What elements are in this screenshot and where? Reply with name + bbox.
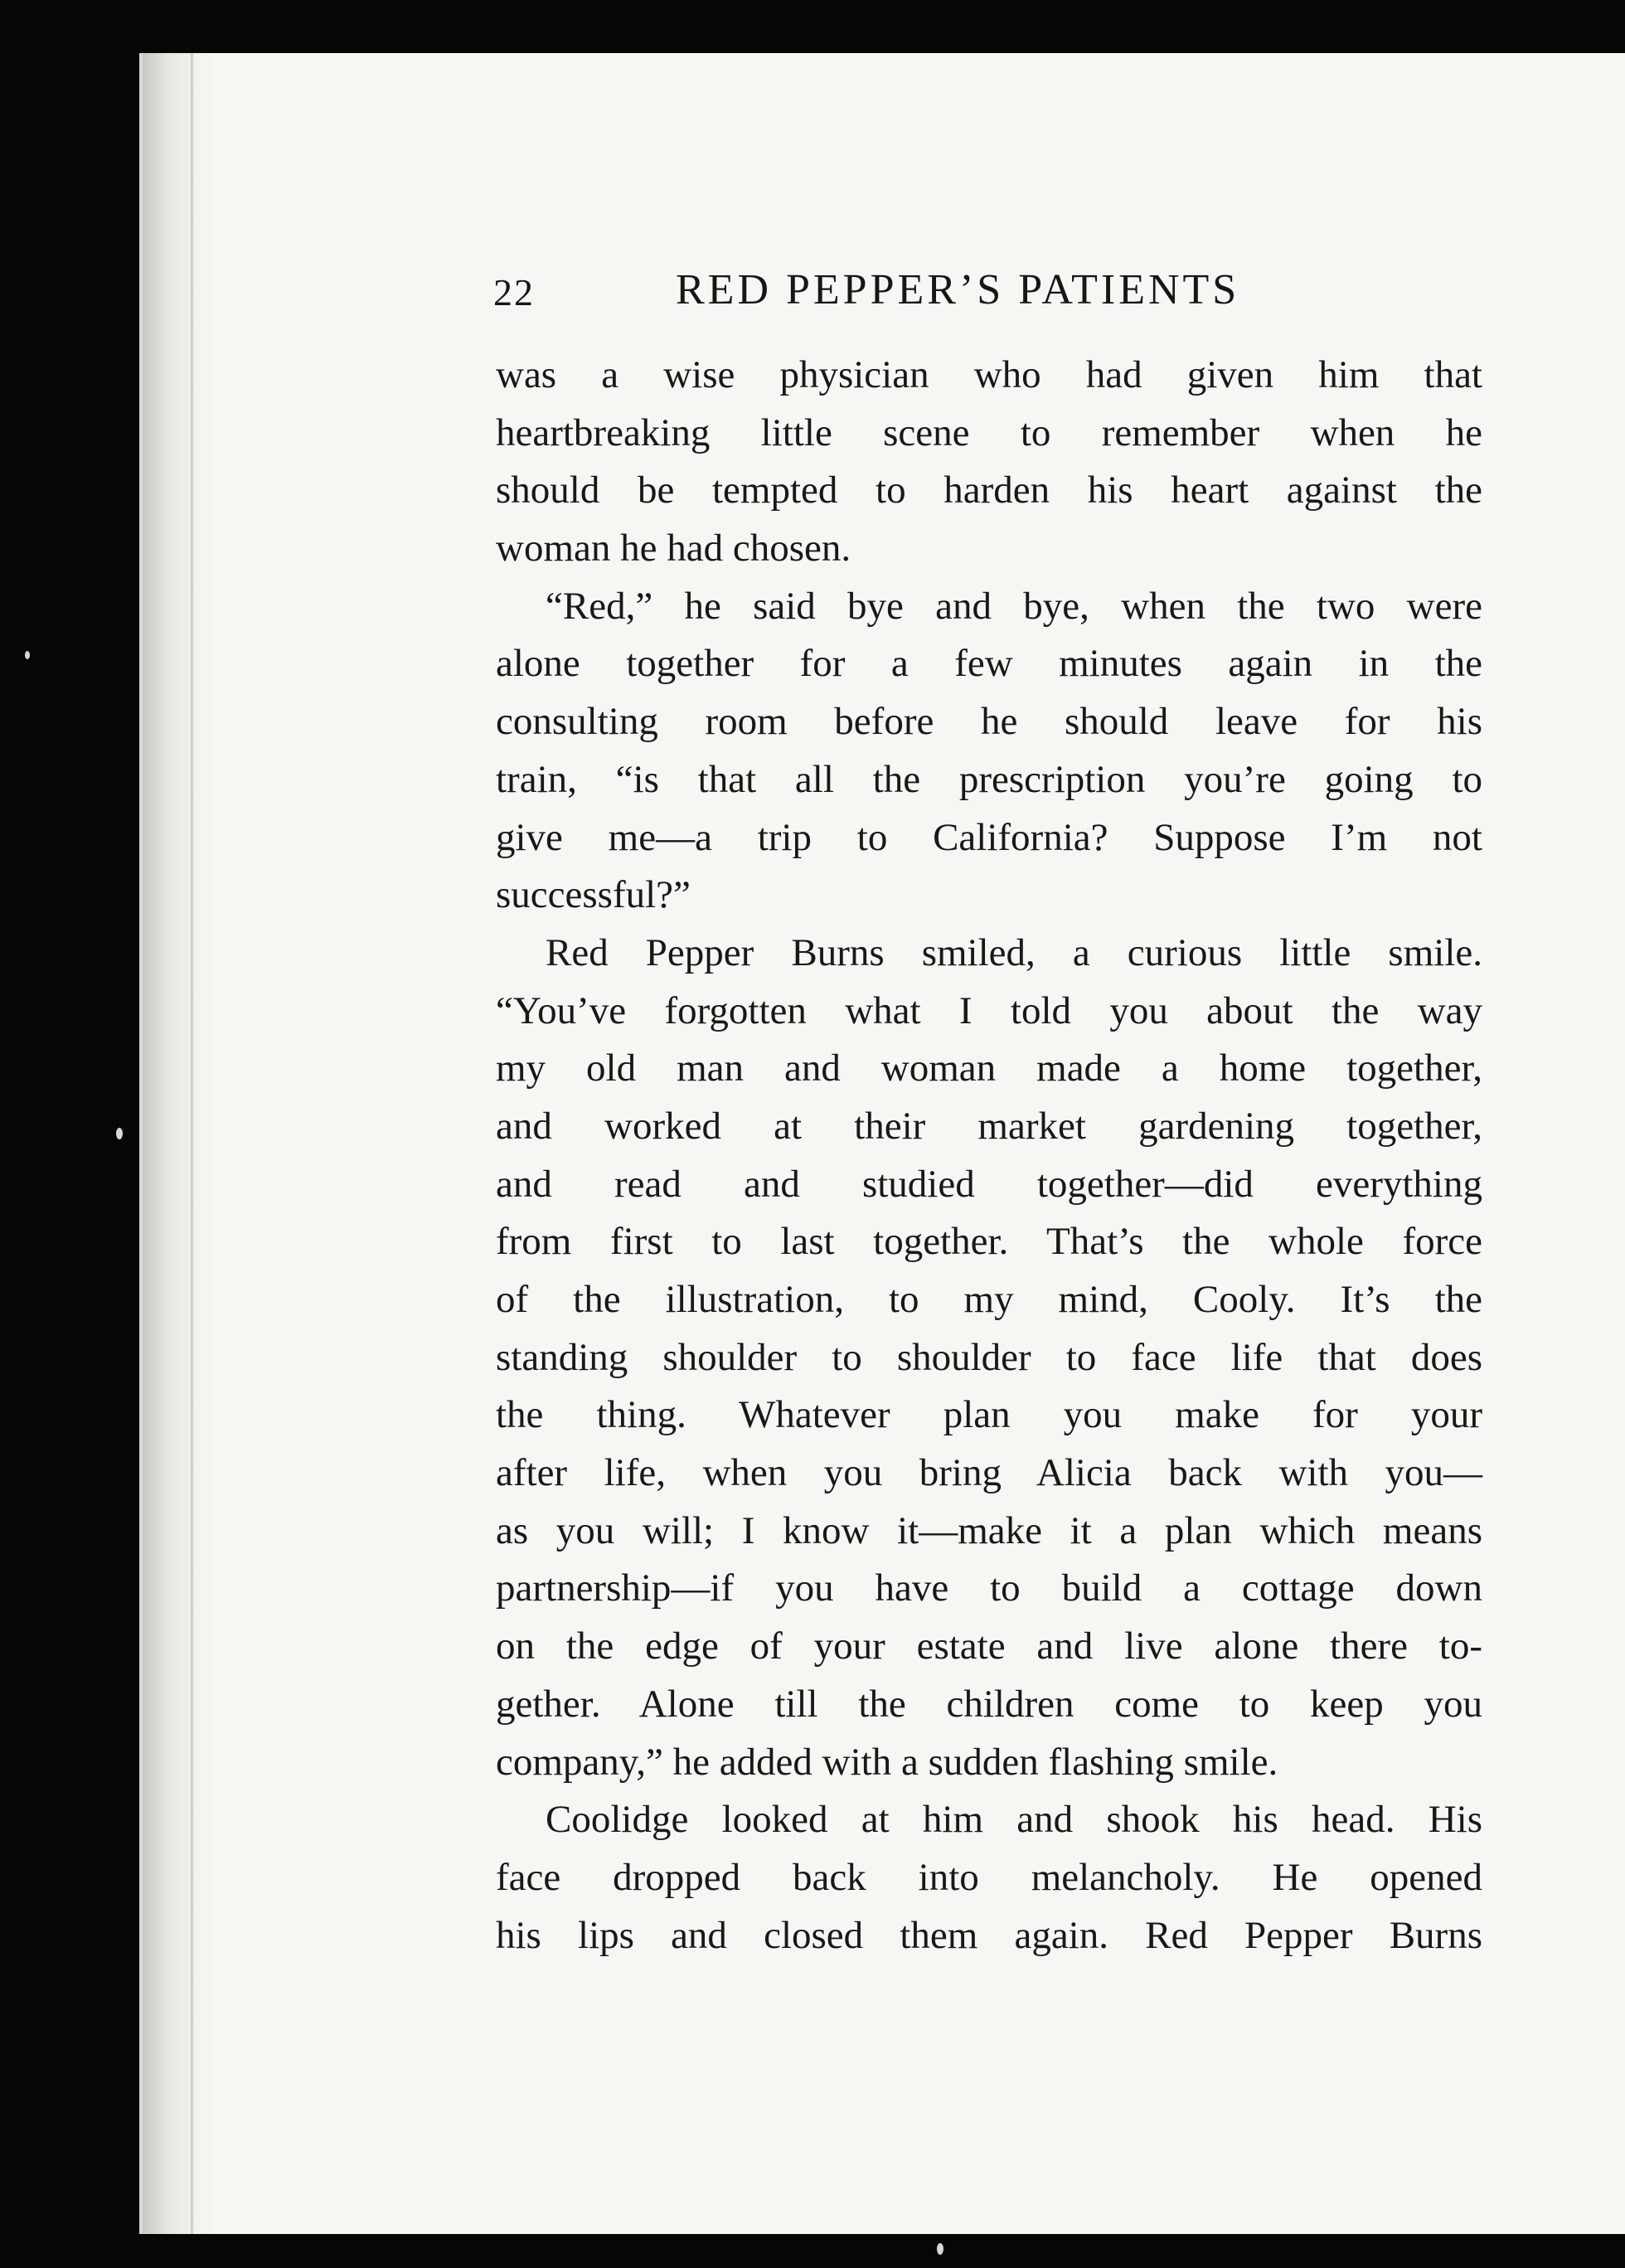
page-number: 22 <box>493 271 535 313</box>
text-line: of the illustration, to my mind, Cooly. It’s the <box>496 1278 1482 1321</box>
text-line: gether. Alone till the children come to keep you <box>496 1682 1482 1726</box>
text-line: partnership—if you have to build a cottage down <box>496 1566 1482 1610</box>
text-line: consulting room before he should leave for his <box>496 700 1482 744</box>
text-line: on the edge of your estate and live alone there to- <box>496 1625 1482 1668</box>
text-line: face dropped back into melancholy. He opened <box>496 1855 1482 1899</box>
text-line: after life, when you bring Alicia back with you— <box>496 1451 1482 1495</box>
body-text <box>496 347 1482 1964</box>
text-line: from first to last together. That’s the whole force <box>496 1220 1482 1264</box>
text-line: heartbreaking little scene to remember when he <box>496 410 1482 454</box>
text-line: was a wise physician who had given him that <box>496 353 1482 396</box>
film-speck <box>937 2243 943 2255</box>
text-line: company,” he added with a sudden flashing smile. <box>496 1740 1278 1784</box>
film-speck <box>116 1128 123 1139</box>
text-line: and read and studied together—did everything <box>496 1162 1482 1206</box>
text-line: train, “is that all the prescription you’re going to <box>496 757 1482 801</box>
page-header <box>493 265 1472 323</box>
text-line: Red Pepper Burns smiled, a curious little smile. <box>546 930 1482 974</box>
text-line: as you will; I know it—make it a plan which means <box>496 1508 1482 1552</box>
text-line: his lips and closed them again. Red Pepper Burns <box>496 1913 1482 1957</box>
text-line: alone together for a few minutes again in the <box>496 642 1482 686</box>
text-line: my old man and woman made a home together, <box>496 1047 1482 1090</box>
text-line: woman he had chosen. <box>496 527 851 571</box>
text-line: successful?” <box>496 873 691 917</box>
text-line: “You’ve forgotten what I told you about the way <box>496 988 1482 1032</box>
film-speck <box>25 651 30 659</box>
text-line: the thing. Whatever plan you make for your <box>496 1393 1482 1437</box>
text-line: standing shoulder to shoulder to face life that does <box>496 1335 1482 1379</box>
running-title: RED PEPPER’S PATIENTS <box>676 266 1240 313</box>
text-line: give me—a trip to California? Suppose I’m not <box>496 815 1482 859</box>
page-gutter <box>143 53 217 2234</box>
text-line: Coolidge looked at him and shook his head. His <box>546 1798 1482 1842</box>
text-line: and worked at their market gardening together, <box>496 1104 1482 1148</box>
text-line: “Red,” he said bye and bye, when the two were <box>546 584 1482 628</box>
binding-edge <box>191 53 193 2234</box>
text-line: should be tempted to harden his heart against the <box>496 469 1482 512</box>
